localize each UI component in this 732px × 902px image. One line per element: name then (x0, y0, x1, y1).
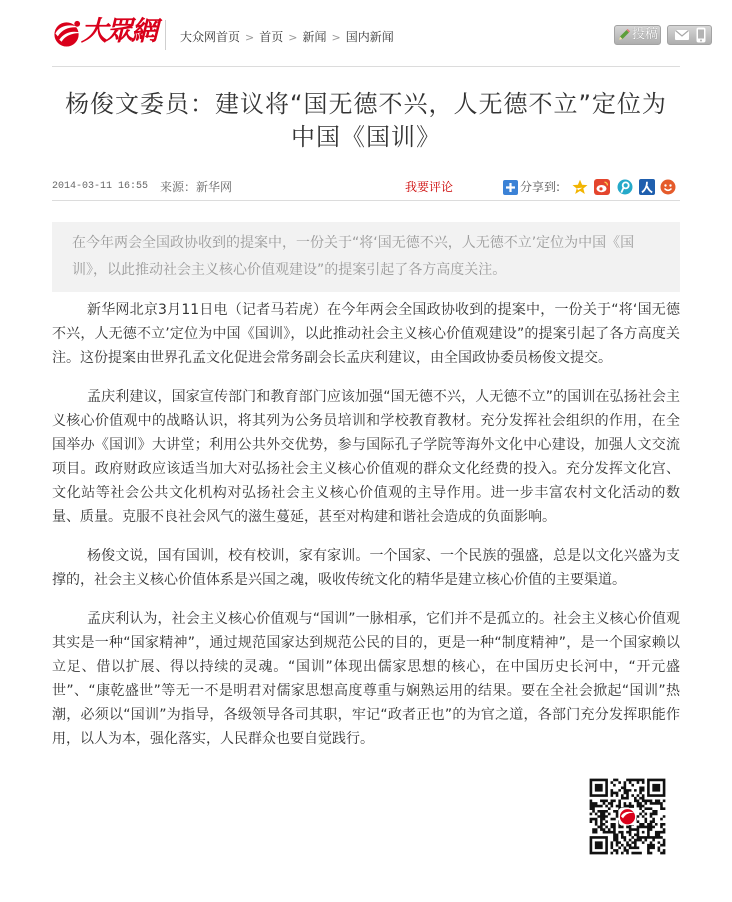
tencent-weibo-icon (617, 179, 633, 195)
article-paragraph: 孟庆利建议，国家宣传部门和教育部门应该加强“国无德不兴，人无德不立”的国训在弘扬社会主义核心价值观中的战略认识，将其列为公务员培训和学校教育教材。充分发挥社会组织的作用，在全国举办《国训》大讲堂；利用公共外交优势，参与国际孔子学院等海外文化中心建设，加强人文交流项目。政府财政应该适当加大对弘扬社会主义核心价值观的群众文化经费的投入。充分发挥文化宫、文化站等社会公共文化机构对弘扬社会主义核心价值观的主导作用。进一步丰富农村文化活动的数量、质量。克服不良社会风气的滋生蔓延，甚至对构建和谐社会造成的负面影响。 (52, 389, 680, 525)
comment-link[interactable]: 我要评论 (405, 180, 454, 194)
article-title-line-1: 杨俊文委员：建议将“国无德不兴，人无德不立”定位为 (65, 90, 667, 118)
article-body (52, 298, 680, 766)
share-renren-link[interactable] (639, 179, 655, 195)
site-header (52, 0, 680, 67)
dazhong-swirl-logo-icon (52, 17, 83, 48)
share-label: 分享到: (520, 180, 561, 194)
publish-datetime: 2014-03-11 16:55 (52, 181, 149, 192)
qr-code-icon (587, 776, 668, 857)
article-paragraph: 新华网北京3月11日电（记者马若虎）在今年两会全国政协收到的提案中，一份关于“将‘国无德不兴，人无德不立’定位为中国《国训》，以此推动社会主义核心价值观建设”的提案引起了各方高度关注。这份提案由世界孔孟文化促进会常务副会长孟庆利建议，由全国政协委员杨俊文提交。 (52, 302, 680, 366)
submit-article-button[interactable] (614, 25, 661, 45)
share-kaixin-link[interactable] (660, 179, 676, 195)
article-paragraph: 杨俊文说，国有国训，校有校训，家有家训。一个国家、一个民族的强盛，总是以文化兴盛为支撑的，社会主义核心价值体系是兴国之魂，吸收传统文化的精华是建立核心价值的主要渠道。 (52, 548, 680, 588)
qzone-icon (572, 179, 588, 195)
header-divider (165, 20, 166, 50)
sina-weibo-icon (594, 179, 610, 195)
logo-text: 大眾網 (81, 16, 156, 47)
article-meta (52, 176, 680, 201)
article-title-line-2: 中国《国训》 (291, 123, 441, 151)
breadcrumb-separator: > (245, 31, 255, 44)
share-sina-weibo-link[interactable] (594, 179, 610, 195)
breadcrumb (180, 29, 394, 45)
mail-icon (674, 28, 690, 42)
share-qzone-link[interactable] (572, 179, 588, 195)
breadcrumb-news[interactable]: 新闻 (302, 30, 327, 44)
renren-icon (639, 179, 655, 195)
article-paragraph: 孟庆利认为，社会主义核心价值观与“国训”一脉相承，它们并不是孤立的。社会主义核心价值观其实是一种“国家精神”，通过规范国家达到规范公民的目的，更是一种“制度精神”，是一个国家赖以立足、借以扩展、得以持续的灵魂。“国训”体现出儒家思想的核心，在中国历史长河中，“开元盛世”、“康乾盛世”等无一不是明君对儒家思想高度尊重与娴熟运用的结果。要在全社会掀起“国训”热潮，必须以“国训”为指导，各级领导各司其职，牢记“政者正也”的为官之道，各部门充分发挥职能作用，以人为本，强化落实，人民群众也要自觉践行。 (52, 611, 680, 747)
submit-button-label: 投稿 (632, 27, 659, 42)
breadcrumb-home[interactable]: 首页 (259, 30, 284, 44)
article-source: 来源：新华网 (160, 180, 233, 194)
article-title (52, 88, 680, 154)
share-tencent-weibo-link[interactable] (617, 179, 633, 195)
pencil-icon (617, 28, 631, 42)
site-logo[interactable] (52, 13, 158, 51)
breadcrumb-separator: > (331, 31, 341, 44)
phone-icon (695, 27, 707, 43)
mobile-mail-button[interactable] (667, 25, 712, 45)
breadcrumb-site-home[interactable]: 大众网首页 (180, 30, 241, 44)
breadcrumb-domestic-news[interactable]: 国内新闻 (345, 30, 394, 44)
article-summary: 在今年两会全国政协收到的提案中，一份关于“将‘国无德不兴，人无德不立’定位为中国《国训》，以此推动社会主义核心价值观建设”的提案引起了各方高度关注。 (52, 222, 680, 292)
share-plus-icon[interactable] (503, 180, 518, 195)
share-bar (503, 176, 680, 198)
breadcrumb-separator: > (288, 31, 298, 44)
kaixin-icon (660, 179, 676, 195)
